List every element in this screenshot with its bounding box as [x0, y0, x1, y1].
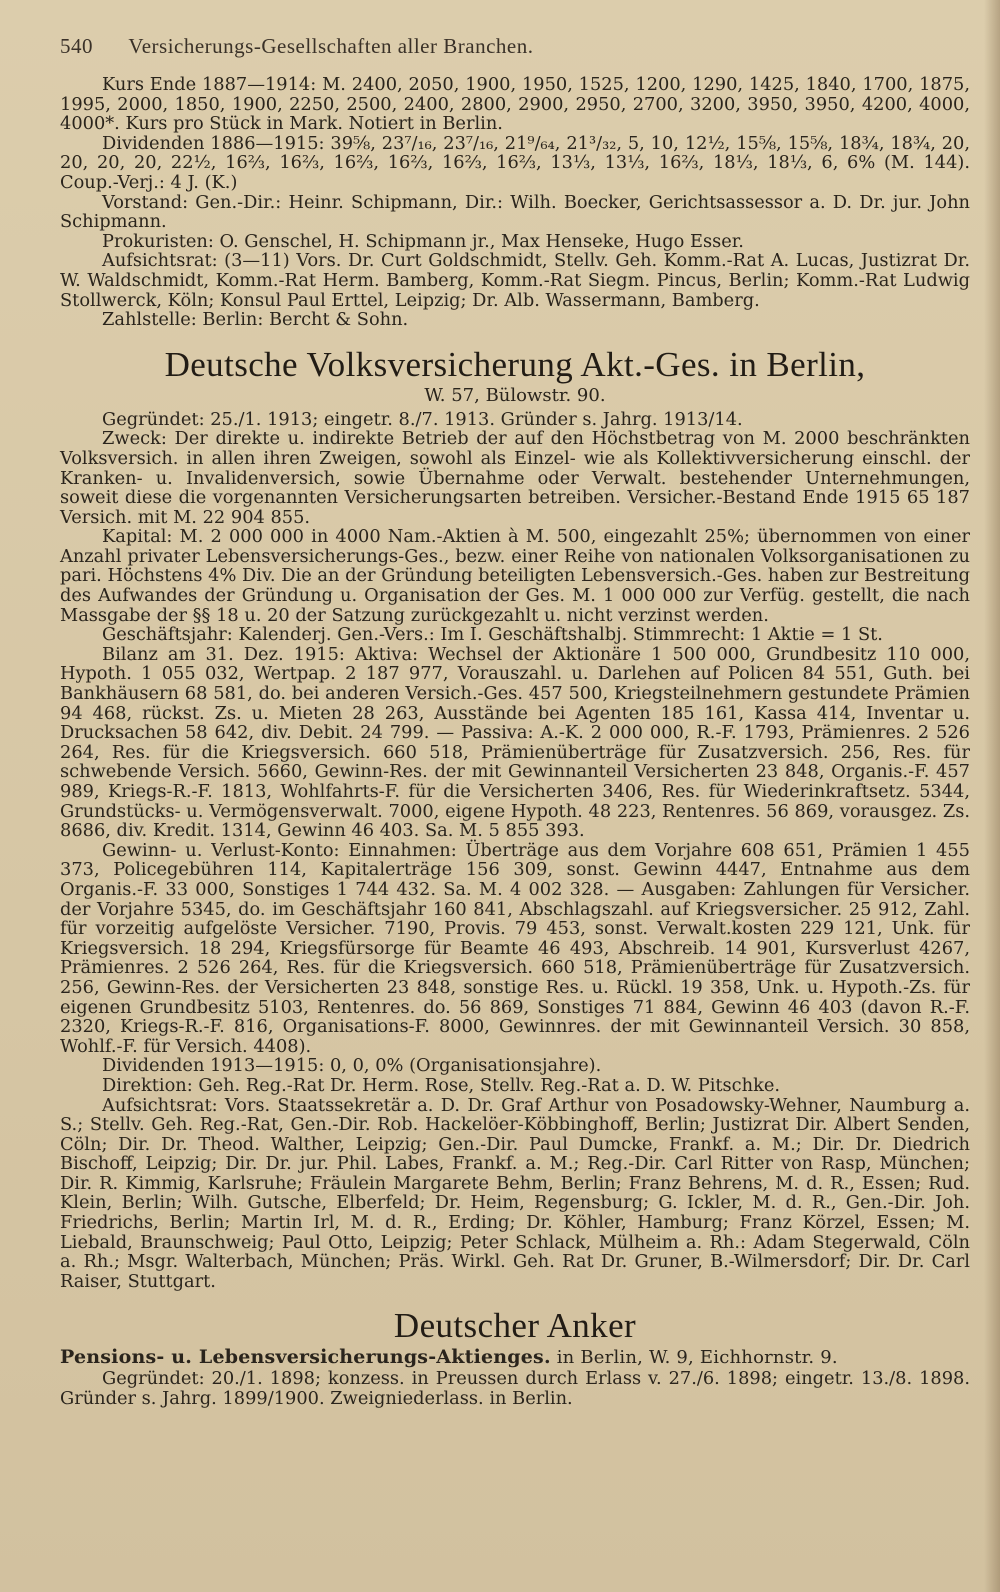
- aufsichtsrat-paragraph: Aufsichtsrat: (3—11) Vors. Dr. Curt Goldschmidt, Stellv. Geh. Komm.-Rat A. Lucas, Justizrat Dr. W. Waldschmidt, Komm.-Rat Herm. Bamberg, Komm.-Rat Siegm. Pincus, Berlin; Komm.-Rat Ludwig Stollwerck, Köln; Konsul Paul Erttel, Leipzig; Dr. Alb. Wassermann, Bamberg.: [60, 250, 970, 311]
- gegruendet-paragraph: Gegründet: 25./1. 1913; eingetr. 8./7. 1913. Gründer s. Jahrg. 1913/14.: [102, 408, 743, 430]
- vorstand-paragraph: Vorstand: Gen.-Dir.: Heinr. Schipmann, Dir.: Wilh. Boecker, Gerichtsassessor a. D. Dr. jur. John Schipmann.: [60, 191, 970, 233]
- gewinn-verlust-paragraph: Gewinn- u. Verlust-Konto: Einnahmen: Überträge aus dem Vorjahre 608 651, Prämien 1 455 373, Policegebühren 114, Kapitalerträge 156 309, sonst. Gewinn 4447, Entnahme aus dem Organis.-F. 33 000, Sonstiges 1 744 432. Sa. M. 4 002 328. — Ausgaben: Zahlungen für Versicher. der Vorjahre 5345, do. im Geschäftsjahr 160 841, Abschlagszahl. auf Kriegsversicher. 25 912, Zahl. für vorzeitig aufgelöste Versicher. 7190, Provis. 79 453, sonst. Verwalt.kosten 229 121, Unk. für Kriegsversich. 18 294, Kriegsfürsorge für Beamte 46 493, Abschreib. 14 901, Kursverlust 4267, Prämienres. 2 526 264, Res. für die Kriegsversich. 660 518, Prämienüberträge für Zusatzversich. 256, Gewinn-Res. der Versicherten 23 848, sonstige Res. u. Rückl. 19 358, Unk. u. Hypoth.-Zs. für eigenen Grundbesitz 5103, Rentenres. do. 56 869, Sonstiges 71 884, Gewinn 46 403 (davon R.-F. 2320, Kriegs-R.-F. 816, Organisations-F. 8000, Gewinnres. der mit Gewinnanteil Versich. 30 858, Wohlf.-F. für Versich. 4408).: [60, 839, 970, 1057]
- prokuristen-paragraph: Prokuristen: O. Genschel, H. Schipmann jr., Max Henseke, Hugo Esser.: [102, 230, 744, 252]
- company-subtitle-address: in Berlin, W. 9, Eichhornstr. 9.: [556, 1347, 838, 1369]
- company-title: Deutsche Volksversicherung Akt.-Ges. in Berlin,: [164, 344, 866, 384]
- aufsichtsrat-paragraph: Aufsichtsrat: Vors. Staatssekretär a. D. Dr. Graf Arthur von Posadowsky-Wehner, Naumburg a. S.; Stellv. Geh. Reg.-Rat, Gen.-Dir. Rob. Hackelöer-Köbbinghoff, Berlin; Justizrat Dir. Albert Senden, Cöln; Dir. Dr. Theod. Walther, Leipzig; Gen.-Dir. Paul Dumcke, Frankf. a. M.; Dir. Dr. Diedrich Bischoff, Leipzig; Dir. Dr. jur. Phil. Labes, Frankf. a. M.; Reg.-Dir. Carl Ritter von Rasp, München; Dir. R. Kimmig, Karlsruhe; Fräulein Margarete Behm, Berlin; Franz Behrens, M. d. R., Essen; Rud. Klein, Berlin; Wilh. Gutsche, Elberfeld; Dr. Heim, Regensburg; G. Ickler, M. d. R., Gen.-Dir. Joh. Friedrichs, Berlin; Martin Irl, M. d. R., Erding; Dr. Köhler, Hamburg; Franz Körzel, Essen; M. Liebald, Braunschweig; Paul Otto, Leipzig; Peter Schlack, Mülheim a. Rh.: Adam Stegerwald, Cöln a. Rh.; Msgr. Walterbach, München; Präs. Wirkl. Geh. Rat Dr. Gruner, B.-Wilmersdorf; Dir. Dr. Carl Raiser, Stuttgart.: [60, 1094, 970, 1292]
- running-title: Versicherungs-Gesellschaften aller Branchen.: [128, 34, 534, 58]
- company-address: W. 57, Bülowstr. 90.: [424, 384, 606, 406]
- bilanz-paragraph: Bilanz am 31. Dez. 1915: Aktiva: Wechsel der Aktionäre 1 500 000, Grundbesitz 110 000, Hypoth. 1 055 032, Wertpap. 2 187 977, Vorauszahl. u. Darlehen auf Policen 84 551, Guth. bei Bankhäusern 68 581, do. bei anderen Versich.-Ges. 457 500, Kriegsteilnehmern gestundete Prämien 94 468, rückst. Zs. u. Mieten 28 263, Ausstände bei Agenten 185 161, Kassa 414, Inventar u. Drucksachen 58 642, div. Debit. 24 799. — Passiva: A.-K. 2 000 000, R.-F. 1793, Prämienres. 2 526 264, Res. für die Kriegsversich. 660 518, Prämienüberträge für Zusatzversich. 256, Res. für schwebende Versich. 5660, Gewinn-Res. der mit Gewinnanteil Versicherten 23 848, Organis.-F. 457 989, Kriegs-R.-F. 1813, Wohlfahrts-F. für die Versicherten 3406, Res. für Wiederinkraftsetz. 5344, Grundstücks- u. Vermögensverwalt. 7000, eigene Hypoth. 48 223, Rentenres. 56 869, vorausgez. Zs. 8686, div. Kredit. 1314, Gewinn 46 403. Sa. M. 5 855 393.: [60, 643, 970, 842]
- entry-deutscher-anker: [60, 1307, 970, 1408]
- gegruendet-paragraph: Gegründet: 20./1. 1898; konzess. in Preussen durch Erlass v. 27./6. 1898; eingetr. 13./8. 1898. Gründer s. Jahrg. 1899/1900. Zweigniederlass. in Berlin.: [60, 1368, 970, 1410]
- zweck-paragraph: Zweck: Der direkte u. indirekte Betrieb der auf den Höchstbetrag von M. 2000 beschränkten Volksversich. in allen ihren Zweigen, sowohl als Einzel- wie als Kollektivversicherung einschl. der Kranken- u. Invalidenversich, sowie Übernahme oder Verwalt. bestehender Unternehmungen, soweit diese die vorgenannten Versicherungsarten betreiben. Versicher.-Bestand Ende 1915 65 187 Versich. mit M. 22 904 855.: [60, 428, 970, 528]
- company-subtitle: [60, 1347, 970, 1368]
- company-subtitle-bold: Pensions- u. Lebensversicherungs-Aktienges.: [60, 1346, 551, 1369]
- zahlstelle-paragraph: Zahlstelle: Berlin: Bercht & Sohn.: [102, 309, 409, 331]
- direktion-paragraph: Direktion: Geh. Reg.-Rat Dr. Herm. Rose, Stellv. Reg.-Rat a. D. W. Pitschke.: [102, 1074, 781, 1096]
- running-header: [60, 34, 970, 59]
- company-title: Deutscher Anker: [393, 1306, 637, 1346]
- dividenden-paragraph: Dividenden 1913—1915: 0, 0, 0% (Organisationsjahre).: [102, 1055, 602, 1077]
- geschaeftsjahr-paragraph: Geschäftsjahr: Kalenderj. Gen.-Vers.: Im I. Geschäftshalbj. Stimmrecht: 1 Aktie = 1 St.: [102, 624, 883, 646]
- kurs-paragraph: Kurs Ende 1887—1914: M. 2400, 2050, 1900, 1950, 1525, 1200, 1290, 1425, 1840, 1700, 1875, 1995, 2000, 1850, 1900, 2250, 2500, 2400, 2800, 2900, 2950, 2700, 3200, 3950, 3950, 4200, 4000, 4000*. Kurs pro Stück in Mark. Notiert in Berlin.: [60, 74, 970, 135]
- dividenden-paragraph: Dividenden 1886—1915: 39⅝, 23⁷/₁₆, 23⁷/₁₆, 21⁹/₆₄, 21³/₃₂, 5, 10, 12½, 15⅝, 15⅝, 18¾, 18¾, 20, 20, 20, 20, 22½, 16⅔, 16⅔, 16⅔, 16⅔, 16⅔, 16⅔, 13⅓, 13⅓, 16⅔, 18⅓, 18⅓, 6, 6% (M. 144). Coup.-Verj.: 4 J. (K.): [60, 132, 970, 193]
- page-edge-shadow: [984, 0, 1000, 1592]
- entry-previous-company: [60, 75, 970, 330]
- entry-deutsche-volksversicherung: [60, 346, 970, 1292]
- page-number: 540: [60, 34, 93, 58]
- kapital-paragraph: Kapital: M. 2 000 000 in 4000 Nam.-Aktien à M. 500, eingezahlt 25%; übernommen von einer Anzahl privater Lebensversicherungs-Ges., bezw. einer Reihe von nationalen Volksorganisationen zu pari. Höchstens 4% Div. Die an der Gründung beteiligten Lebensversich.-Ges. haben zur Bestreitung des Aufwandes der Gründung u. Organisation der Ges. M. 1 000 000 zur Verfüg. gestellt, die nach Massgabe der §§ 18 u. 20 der Satzung zurückgezahlt u. nicht verzinst werden.: [60, 526, 970, 626]
